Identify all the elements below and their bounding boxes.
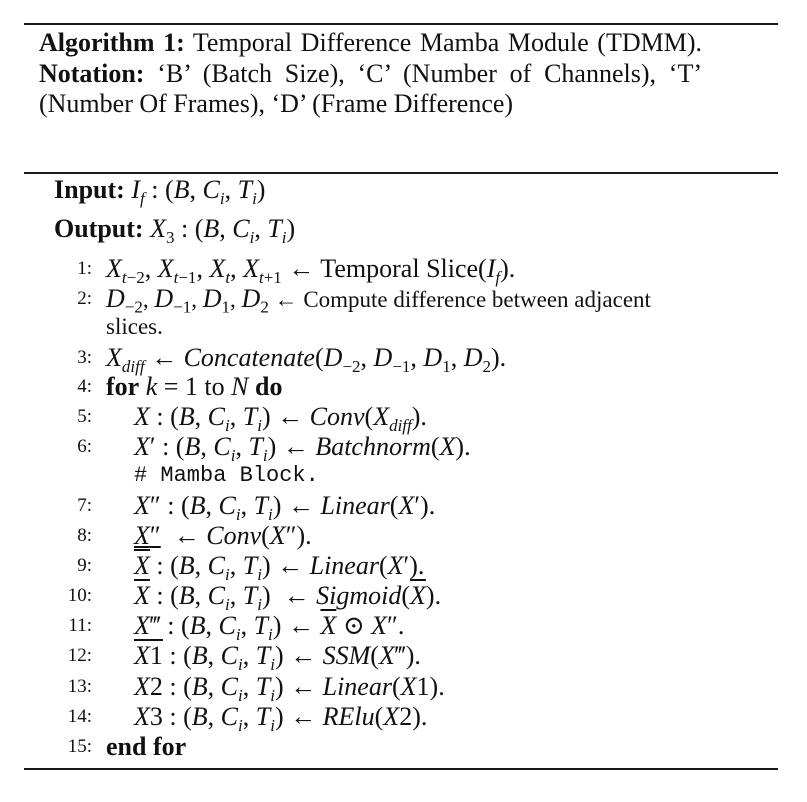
line-number: 6: — [77, 436, 92, 457]
line-text: X1 : (B, $C_i$, $T_i$) ← SSM(X‴). — [134, 641, 421, 675]
line-number: 11: — [68, 615, 92, 636]
line-number: 14: — [67, 706, 92, 727]
line-number: 13: — [67, 676, 92, 697]
line-number: 10: — [67, 585, 92, 606]
line-text: X″ ← Conv(X″). — [134, 521, 312, 550]
line-number: 4: — [77, 376, 92, 397]
line-text: X2 : (B, $C_i$, $T_i$) ← Linear(X1). — [134, 672, 445, 706]
notation-label: Notation: — [39, 58, 145, 88]
line-number: 15: — [67, 736, 92, 757]
output-value: $X_3$ : (B, $C_i$, $T_i$) — [150, 214, 296, 248]
notation-text: ‘B’ (Batch Size), ‘C’ (Number of Channels), ‘T’ (Number Of Frames), ‘D’ (Frame Difference) — [39, 58, 702, 118]
line-text: X : (B, $C_i$, $T_i$) ← $Conv(X_{diff})$. — [134, 402, 427, 436]
line-number: 12: — [67, 645, 92, 666]
line-text: X′ : (B, $C_i$, $T_i$) ← Batchnorm(X). — [134, 432, 471, 466]
line-number: 7: — [77, 495, 92, 516]
algorithm-line-2-continuation: slices. — [106, 314, 163, 339]
line-number: 3: — [77, 347, 92, 368]
line-number: 2: — [77, 288, 92, 309]
input-value: $I_f$ : (B, $C_i$, $T_i$) — [131, 175, 266, 209]
line-text: $\overline{X}$ : (B, $C_i$, $T_i$) ← $Sigmoid(\overline{X})$. — [134, 581, 442, 615]
line-text: X″ : (B, $C_i$, $T_i$) ← Linear(X′). — [134, 491, 436, 525]
mamba-block-comment: # Mamba Block. — [134, 463, 319, 488]
input-line — [54, 175, 265, 209]
middle-rule — [24, 172, 778, 174]
line-text: X‴ : (B, $C_i$, $T_i$) ← $\overline{X}$ ⊙ X″. — [134, 611, 405, 645]
output-line — [54, 214, 295, 248]
algorithm-title: Temporal Difference Mamba Module (TDMM). — [192, 28, 703, 57]
line-text: X3 : (B, $C_i$, $T_i$) ← RElu(X2). — [134, 702, 428, 736]
bottom-rule — [24, 768, 778, 770]
input-label: Input: — [54, 175, 125, 204]
algorithm-caption — [39, 28, 702, 120]
line-number: 1: — [77, 258, 92, 279]
output-label: Output: — [54, 214, 144, 243]
line-text: end for — [106, 732, 187, 761]
line-text: $X_{diff}$ ← $Concatenate(D_{-2}$, $D_{-1}$, $D_1$, $D_2$). — [106, 343, 507, 377]
line-number: 9: — [77, 555, 92, 576]
line-text: for k = 1 to N do — [106, 372, 283, 401]
line-text: $X_{t-2}$, $X_{t-1}$, $X_t$, $X_{t+1}$ ← Temporal $Slice(I_f)$. — [106, 254, 516, 288]
line-text: $D_{-2}$, $D_{-1}$, $D_1$, $D_2$ ← Compute difference between adjacent — [106, 284, 651, 317]
top-rule — [24, 23, 778, 25]
line-number: 5: — [77, 406, 92, 427]
line-text: $\overline{X}$ : (B, $C_i$, $T_i$) ← Linear(X′). — [134, 551, 425, 585]
line-number: 8: — [77, 525, 92, 546]
algorithm-label: Algorithm 1: — [39, 28, 185, 57]
